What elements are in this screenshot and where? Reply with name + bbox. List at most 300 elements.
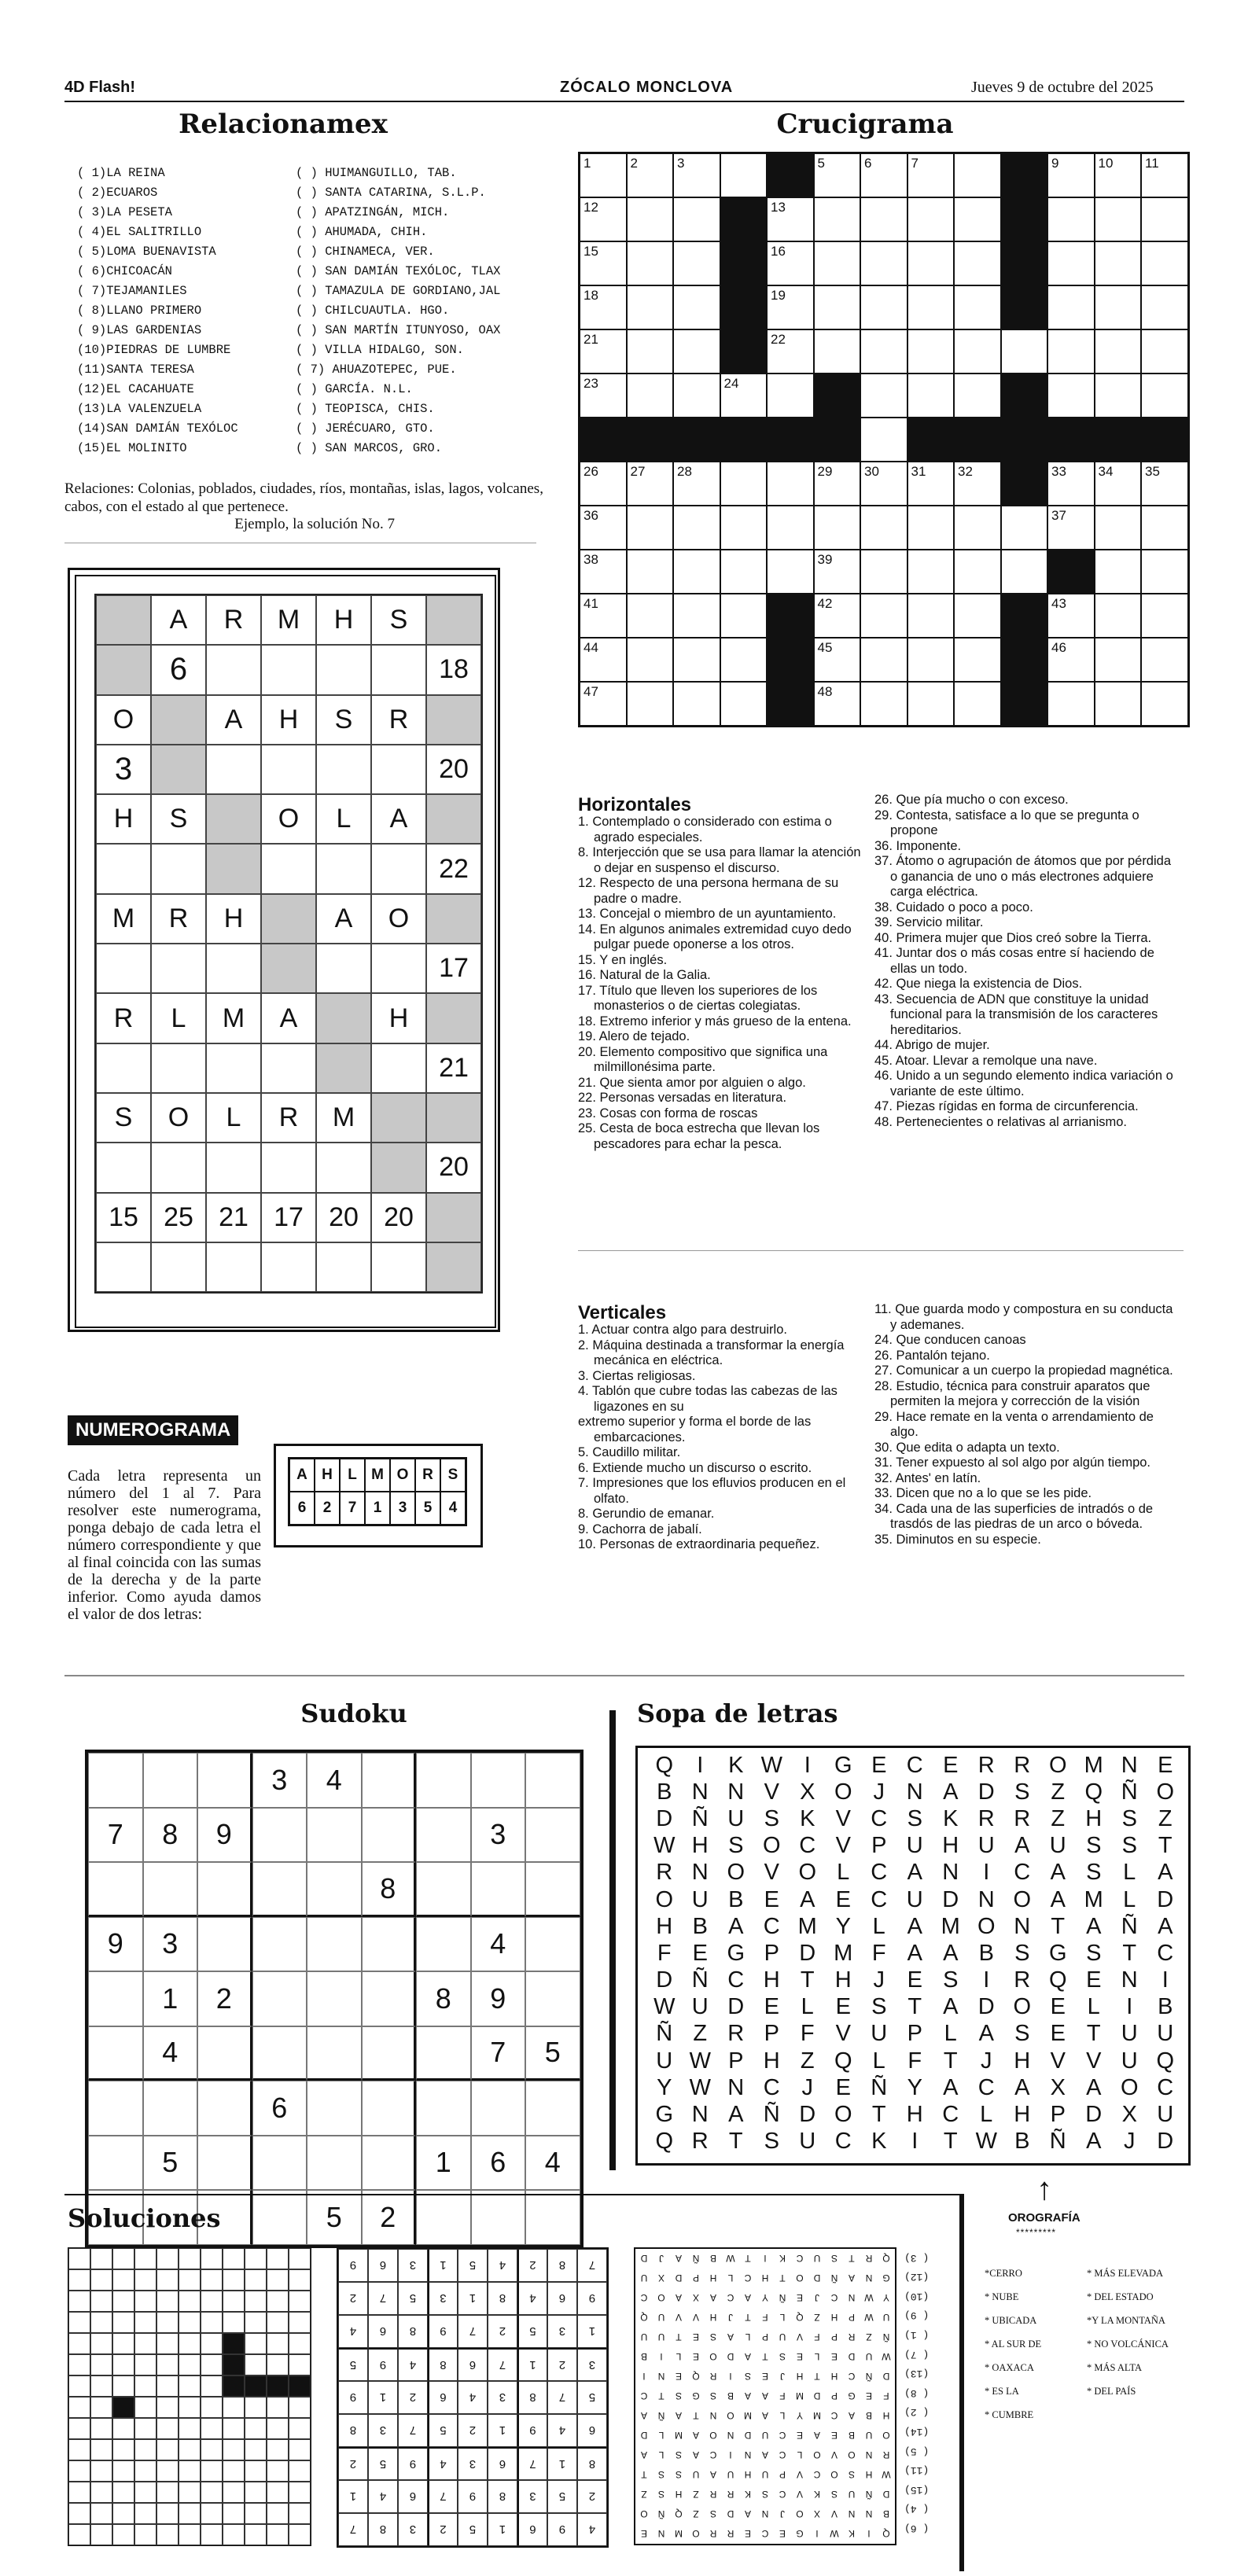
- numerograma-cell: [151, 1043, 206, 1093]
- word-search-letter: V: [835, 1805, 851, 1831]
- solution-cell: [156, 2503, 179, 2524]
- solution-cell: [267, 2503, 289, 2524]
- clue-number: 21: [584, 332, 598, 347]
- crossword-cell: [907, 285, 955, 329]
- sudoku-cell: [471, 1753, 526, 1808]
- sudoku-cell: 7: [88, 1808, 143, 1863]
- clue-number: 9: [1051, 156, 1059, 171]
- solution-word-letter: A: [762, 2410, 769, 2422]
- solution-sudoku-cell: 6: [398, 2480, 428, 2513]
- solution-word-letter: H: [744, 2469, 752, 2481]
- word-search-letter: Z: [800, 2048, 815, 2074]
- solution-cell: [134, 2503, 156, 2524]
- crossword-cell: [627, 329, 674, 374]
- clue: 26. Que pía mucho o con exceso.: [874, 793, 1069, 807]
- sudoku-cell: [88, 2136, 143, 2191]
- solution-sudoku-cell: 5: [458, 2513, 488, 2546]
- numerograma-cell: [206, 844, 261, 893]
- word-search-letter: S: [1086, 1940, 1102, 1966]
- solution-sudoku-cell: 6: [368, 2249, 398, 2282]
- solution-word-letter: N: [761, 2508, 769, 2520]
- solution-sudoku-cell: 4: [428, 2447, 458, 2480]
- word-search-letter: Ñ: [1121, 1913, 1138, 1939]
- solution-sudoku-cell: 9: [338, 2381, 368, 2414]
- solution-sudoku-cell: 7: [577, 2249, 607, 2282]
- sudoku-cell: 5: [143, 2136, 198, 2191]
- clue: 6. Extiende mucho un discurso o escrito.: [578, 1460, 812, 1475]
- clue-number: 10: [1098, 156, 1114, 171]
- solution-rel-number: ( 7): [904, 2348, 930, 2361]
- solution-word-letter: P: [762, 2331, 769, 2343]
- solution-cell: [179, 2439, 201, 2460]
- sudoku-cell: [525, 2081, 580, 2136]
- solution-word-letter: U: [761, 2469, 769, 2481]
- word-search-letter: U: [871, 2021, 888, 2047]
- numerograma-cell: [426, 1242, 481, 1292]
- sudoku-cell: [197, 2026, 252, 2081]
- solution-word-letter: P: [849, 2312, 856, 2324]
- word-search-letter: E: [835, 2074, 851, 2100]
- clue: 12. Respecto de una persona hermana de su padre o madre.: [578, 876, 839, 906]
- relacionamex-item: ( 8)LLANO PRIMERO: [77, 304, 202, 318]
- crossword-cell: [720, 638, 768, 682]
- solution-word-letter: O: [796, 2508, 804, 2520]
- key-letter: M: [365, 1459, 390, 1492]
- sudoku-cell: [416, 2081, 471, 2136]
- solution-block: [223, 2354, 245, 2375]
- solution-cell: [68, 2333, 90, 2354]
- word-search-letter: H: [942, 1833, 959, 1859]
- sudoku-grid: [85, 1750, 584, 2248]
- clue: 10. Personas de extraordinaria pequeñez.: [578, 1537, 820, 1551]
- solution-word-letter: U: [692, 2469, 700, 2481]
- word-search-letter: U: [1157, 2021, 1174, 2047]
- solution-cell: [179, 2524, 201, 2545]
- solution-cell: [90, 2269, 112, 2291]
- word-search-letter: L: [801, 1994, 814, 2020]
- solution-word-letter: Q: [640, 2312, 648, 2324]
- relacionamex-item: (10)PIEDRAS DE LUMBRE: [77, 343, 231, 357]
- crossword-cell: [1047, 329, 1095, 374]
- solution-word-letter: E: [831, 2351, 838, 2363]
- word-search-letter: V: [1050, 2048, 1066, 2074]
- sudoku-cell: 4: [143, 2026, 198, 2081]
- solution-sudoku: [337, 2247, 609, 2548]
- word-search-letter: E: [1050, 2021, 1066, 2047]
- solution-word-letter: R: [882, 2449, 890, 2461]
- solution-cell: [223, 2460, 245, 2482]
- key-number: 6: [289, 1492, 315, 1525]
- solution-block: [223, 2333, 245, 2354]
- sudoku-cell: 9: [88, 1917, 143, 1972]
- soluciones-divider: [959, 2194, 964, 2571]
- sudoku-cell: 5: [525, 2026, 580, 2081]
- solution-word-letter: N: [657, 2371, 665, 2383]
- clue: 21. Que sienta amor por alguien o algo.: [578, 1075, 806, 1090]
- word-search-letter: R: [727, 2021, 745, 2047]
- relacionamex-row: [77, 203, 541, 223]
- solution-word-letter: T: [641, 2469, 647, 2481]
- clue-number: 37: [1051, 508, 1066, 523]
- solution-sudoku-cell: 8: [368, 2513, 398, 2546]
- solution-word-letter: V: [797, 2469, 804, 2481]
- key-number: 3: [390, 1492, 415, 1525]
- numerograma-cell: R: [261, 1093, 316, 1143]
- relacionamex-item: ( 7)TEJAMANILES: [77, 284, 187, 298]
- clue-number: 44: [584, 640, 598, 655]
- clue: 9. Cachorra de jabalí.: [578, 1522, 702, 1536]
- solution-word-letter: T: [762, 2351, 768, 2363]
- numerograma-cell: M: [206, 993, 261, 1043]
- solution-word-letter: G: [882, 2272, 890, 2284]
- solution-word-letter: G: [796, 2528, 804, 2540]
- solution-cell: [112, 2439, 134, 2460]
- clue-number: 28: [677, 464, 692, 479]
- clue: 30. Que edita o adapta un texto.: [874, 1440, 1060, 1455]
- clue-number: 24: [723, 376, 739, 391]
- solution-word-letter: Q: [692, 2371, 700, 2383]
- clue-number: 46: [1051, 640, 1066, 655]
- sudoku-cell: [307, 1971, 362, 2026]
- sudoku-cell: 4: [471, 1917, 526, 1972]
- solution-word-letter: B: [849, 2430, 856, 2442]
- numerograma-cell: [371, 944, 426, 993]
- solution-word-letter: K: [849, 2528, 856, 2540]
- solution-word-letter: L: [797, 2449, 803, 2461]
- solution-word-letter: P: [779, 2469, 786, 2481]
- word-search-letter: B: [728, 1886, 744, 1912]
- word-search-letter: Q: [1156, 2048, 1175, 2074]
- clue: 28. Estudio, técnica para construir aparatos que permiten la mejora y corrección de la visión: [874, 1378, 1150, 1408]
- word-search-letter: E: [764, 1886, 779, 1912]
- sudoku-cell: [362, 1917, 417, 1972]
- solution-cell: [201, 2291, 223, 2312]
- crossword-cell: [1047, 374, 1095, 418]
- clue: 24. Que conducen canoas: [874, 1333, 1026, 1347]
- solution-cell: [134, 2291, 156, 2312]
- word-search-letter: R: [656, 1860, 673, 1886]
- solution-word-letter: X: [814, 2508, 821, 2520]
- solution-block: [223, 2375, 245, 2397]
- numerograma-cell: H: [206, 894, 261, 944]
- solution-sudoku-cell: 2: [398, 2381, 428, 2414]
- word-search-letter: E: [764, 1994, 779, 2020]
- solution-word-letter: D: [727, 2508, 734, 2520]
- crossword-cell: [720, 682, 768, 726]
- solution-word-letter: I: [729, 2449, 732, 2461]
- solution-word-letter: G: [848, 2390, 856, 2402]
- solution-word-letter: S: [831, 2253, 838, 2265]
- clue: 43. Secuencia de ADN que constituye la unidad funcional para la transmisión de los caracteres hereditarios.: [874, 992, 1158, 1037]
- sudoku-cell: [416, 1808, 471, 1863]
- word-search-letter: I: [697, 1752, 704, 1778]
- crossword-cell: [580, 285, 627, 329]
- solution-sudoku-cell: 8: [577, 2447, 607, 2480]
- solution-rel-number: ( 4): [904, 2503, 930, 2515]
- numerograma-cell: [426, 1093, 481, 1143]
- relacionamex-match: ( ) APATZINGÁN, MICH.: [296, 205, 450, 219]
- relacionamex-match: ( ) SAN MARCOS, GRO.: [296, 441, 443, 455]
- solution-sudoku-cell: 4: [488, 2249, 517, 2282]
- clue: 8. Gerundio de emanar.: [578, 1507, 715, 1521]
- clue-number: 12: [584, 200, 598, 215]
- solution-cell: [112, 2333, 134, 2354]
- crossword-cell: [767, 374, 814, 418]
- numerograma-cell: A: [261, 993, 316, 1043]
- solution-word-letter: S: [779, 2351, 786, 2363]
- solution-block: [267, 2375, 289, 2397]
- numerograma-cell: 18: [426, 645, 481, 694]
- word-search-letter: N: [1014, 1913, 1031, 1939]
- crossword-cell: [1047, 462, 1095, 506]
- word-search-letter: H: [834, 1967, 852, 1993]
- solution-cell: [112, 2248, 134, 2269]
- solution-word-letter: R: [709, 2371, 717, 2383]
- crossword-cell: [814, 682, 861, 726]
- solution-word-letter: C: [779, 2430, 786, 2442]
- word-search-letter: N: [942, 1860, 959, 1886]
- numerograma-cell: [206, 944, 261, 993]
- numerograma-cell: [261, 745, 316, 794]
- crossword-cell: [1001, 550, 1048, 594]
- word-search-letter: C: [727, 1967, 745, 1993]
- header-rule: [64, 101, 1184, 102]
- relacionamex-match: ( ) TEOPISCA, CHIS.: [296, 402, 435, 416]
- relacionamex-row: [77, 360, 541, 380]
- numerograma-cell: S: [371, 595, 426, 645]
- clue-number: 15: [584, 244, 598, 259]
- word-search-letter: S: [1014, 2021, 1030, 2047]
- crossword-cell: [1141, 329, 1188, 374]
- numerograma-cell: [96, 844, 151, 893]
- word-search-letter: D: [656, 1805, 673, 1831]
- solution-word-letter: D: [813, 2390, 821, 2402]
- numerograma-cell: [206, 1043, 261, 1093]
- solution-sudoku-cell: 7: [338, 2513, 368, 2546]
- solution-word-letter: V: [676, 2312, 683, 2324]
- word-search-letter: Ñ: [656, 2021, 673, 2047]
- word-search-letter: A: [800, 1886, 815, 1912]
- clue: 1. Actuar contra algo para destruirlo.: [578, 1323, 787, 1337]
- word-search-letter: T: [907, 1994, 922, 2020]
- word-search-letter: P: [871, 1833, 887, 1859]
- crossword-cell: [954, 241, 1001, 285]
- crossword-cell: [860, 153, 907, 197]
- clue: 13. Concejal o miembro de un ayuntamiento.: [578, 907, 837, 921]
- solution-word-letter: P: [831, 2331, 838, 2343]
- solution-word-letter: D: [813, 2272, 821, 2284]
- word-search-letter: A: [978, 2021, 994, 2047]
- word-search-letter: F: [871, 1940, 886, 1966]
- solution-word-letter: A: [745, 2508, 752, 2520]
- solution-cell: [201, 2354, 223, 2375]
- numerograma-cell: A: [206, 695, 261, 745]
- word-search-letter: Y: [835, 1913, 851, 1939]
- relacionamex-row: [77, 282, 541, 301]
- numerograma-cell: [426, 894, 481, 944]
- solution-sudoku-cell: 9: [458, 2480, 488, 2513]
- crossword-cell: [1141, 638, 1188, 682]
- word-search-letter: C: [1157, 2074, 1174, 2100]
- crossword-cell: [580, 153, 627, 197]
- crossword-cell: [627, 462, 674, 506]
- sudoku-cell: [416, 1917, 471, 1972]
- key-number: 7: [340, 1492, 365, 1525]
- solution-sudoku-cell: 1: [338, 2480, 368, 2513]
- solution-cell: [134, 2460, 156, 2482]
- solution-word-letter: U: [865, 2430, 873, 2442]
- solution-cell: [179, 2460, 201, 2482]
- orografia-word: * AL SUR DE: [985, 2339, 1042, 2350]
- solution-crossword: [68, 2247, 311, 2546]
- solution-cell: [267, 2248, 289, 2269]
- crossword-block: [720, 197, 768, 241]
- numerograma-cell: [371, 1143, 426, 1192]
- clue-number: 36: [584, 508, 598, 523]
- solution-word-letter: O: [796, 2272, 804, 2284]
- solution-cell: [201, 2333, 223, 2354]
- solution-cell: [112, 2269, 134, 2291]
- solution-cell: [289, 2460, 311, 2482]
- solution-word-letter: B: [883, 2508, 890, 2520]
- relacionamex-match: ( ) GARCÍA. N.L.: [296, 382, 413, 396]
- solution-cell: [201, 2524, 223, 2545]
- clue-number: 23: [584, 376, 598, 391]
- solution-cell: [134, 2439, 156, 2460]
- solution-word-letter: H: [709, 2272, 717, 2284]
- word-search-letter: O: [1048, 1752, 1067, 1778]
- solution-cell: [179, 2291, 201, 2312]
- word-search-letter: K: [871, 2129, 887, 2155]
- crossword-cell: [954, 462, 1001, 506]
- crossword-cell: [720, 594, 768, 638]
- solution-cell: [201, 2439, 223, 2460]
- solution-word-letter: W: [830, 2528, 839, 2540]
- crossword-cell: [673, 197, 720, 241]
- solution-word-letter: O: [813, 2449, 821, 2461]
- numerograma-cell: [316, 745, 371, 794]
- solution-word-letter: F: [762, 2312, 768, 2324]
- crossword-block: [1001, 285, 1048, 329]
- sudoku-cell: 3: [471, 1808, 526, 1863]
- clue: 47. Piezas rígidas en forma de circunferencia.: [874, 1099, 1139, 1113]
- solution-word-letter: U: [761, 2430, 769, 2442]
- solution-word-letter: U: [640, 2331, 648, 2343]
- word-search-letter: L: [1123, 1860, 1136, 1886]
- solution-word-letter: S: [745, 2371, 752, 2383]
- solution-rel-number: ( 5): [904, 2445, 930, 2457]
- clue: 33. Dicen que no a lo que se les pide.: [874, 1486, 1092, 1500]
- word-search-letter: W: [689, 2048, 711, 2074]
- word-search-letter: W: [760, 1752, 782, 1778]
- key-letter: A: [289, 1459, 315, 1492]
- numerograma-cell: A: [316, 894, 371, 944]
- word-search-letter: B: [657, 1779, 672, 1805]
- crossword-cell: [954, 550, 1001, 594]
- clue-number: 48: [817, 684, 833, 699]
- solution-word-letter: D: [744, 2430, 752, 2442]
- solution-word-letter: C: [796, 2253, 804, 2265]
- word-search-letter: P: [1050, 2102, 1066, 2128]
- solution-word-letter: P: [693, 2272, 700, 2284]
- solution-cell: [90, 2312, 112, 2333]
- relacionamex-item: (13)LA VALENZUELA: [77, 402, 202, 416]
- solution-sudoku-cell: 6: [458, 2348, 488, 2381]
- crossword-cell: [1047, 594, 1095, 638]
- crossword-cell: [673, 550, 720, 594]
- numerograma-cell: 3: [96, 745, 151, 794]
- numerograma-cell: [206, 1143, 261, 1192]
- crossword-cell: [814, 241, 861, 285]
- word-search-letter: R: [1014, 1752, 1031, 1778]
- crossword-cell: [767, 197, 814, 241]
- solution-word-letter: Y: [797, 2410, 804, 2422]
- word-search-letter: U: [656, 2048, 673, 2074]
- solution-cell: [267, 2354, 289, 2375]
- word-search-letter: D: [977, 1994, 995, 2020]
- word-search-letter: H: [691, 1833, 709, 1859]
- crossword-block: [1001, 462, 1048, 506]
- crossword-cell: [767, 285, 814, 329]
- solution-word-letter: C: [779, 2449, 786, 2461]
- solution-sudoku-cell: 9: [428, 2315, 458, 2348]
- solution-relacionamex: [904, 2247, 929, 2537]
- clue: 25. Cesta de boca estrecha que llevan los pescadores para echar la pesca.: [578, 1121, 820, 1151]
- crossword-cell: [860, 285, 907, 329]
- numerograma-cell: [206, 645, 261, 694]
- word-search-letter: U: [1157, 2102, 1174, 2128]
- clue: 22. Personas versadas en literatura.: [578, 1091, 787, 1105]
- crossword-cell: [720, 550, 768, 594]
- numerograma-cell: [96, 1043, 151, 1093]
- sudoku-cell: [416, 1753, 471, 1808]
- solution-rel-number: ( 6): [904, 2522, 930, 2534]
- word-search-letter: O: [762, 1833, 781, 1859]
- solution-sudoku-cell: 3: [577, 2348, 607, 2381]
- solution-word-letter: X: [658, 2272, 665, 2284]
- solution-cell: [90, 2503, 112, 2524]
- solution-word-search: [634, 2247, 896, 2545]
- solution-word-letter: M: [675, 2430, 683, 2442]
- solution-sudoku-cell: 5: [547, 2480, 577, 2513]
- solution-cell: [90, 2482, 112, 2503]
- crossword-cell: [860, 506, 907, 550]
- crossword-cell: [673, 462, 720, 506]
- numerograma-cell: A: [371, 794, 426, 844]
- word-search-letter: C: [834, 2129, 852, 2155]
- clue-number: 5: [817, 156, 825, 171]
- word-search-letter: U: [691, 1886, 709, 1912]
- numerograma-cell: [316, 1242, 371, 1292]
- numerograma-cell: 21: [426, 1043, 481, 1093]
- solution-word-letter: H: [761, 2272, 769, 2284]
- solution-word-letter: B: [710, 2253, 717, 2265]
- word-search-letter: V: [764, 1860, 779, 1886]
- numerograma-cell: 20: [426, 745, 481, 794]
- solution-word-letter: O: [882, 2430, 890, 2442]
- relacionamex-match: ( ) SAN DAMIÁN TEXÓLOC, TLAX: [296, 264, 501, 278]
- solution-word-letter: A: [676, 2410, 683, 2422]
- numerograma-cell: [426, 1193, 481, 1242]
- clue: 29. Hace remate en la venta o arrendamiento de algo.: [874, 1409, 1154, 1439]
- relacionamex-row: [77, 262, 541, 282]
- solution-sudoku-cell: 7: [398, 2414, 428, 2447]
- crossword-cell: [1047, 153, 1095, 197]
- crossword-cell: [907, 241, 955, 285]
- word-search-letter: F: [907, 2048, 922, 2074]
- word-search-letter: A: [943, 1779, 959, 1805]
- word-search-letter: E: [835, 1886, 851, 1912]
